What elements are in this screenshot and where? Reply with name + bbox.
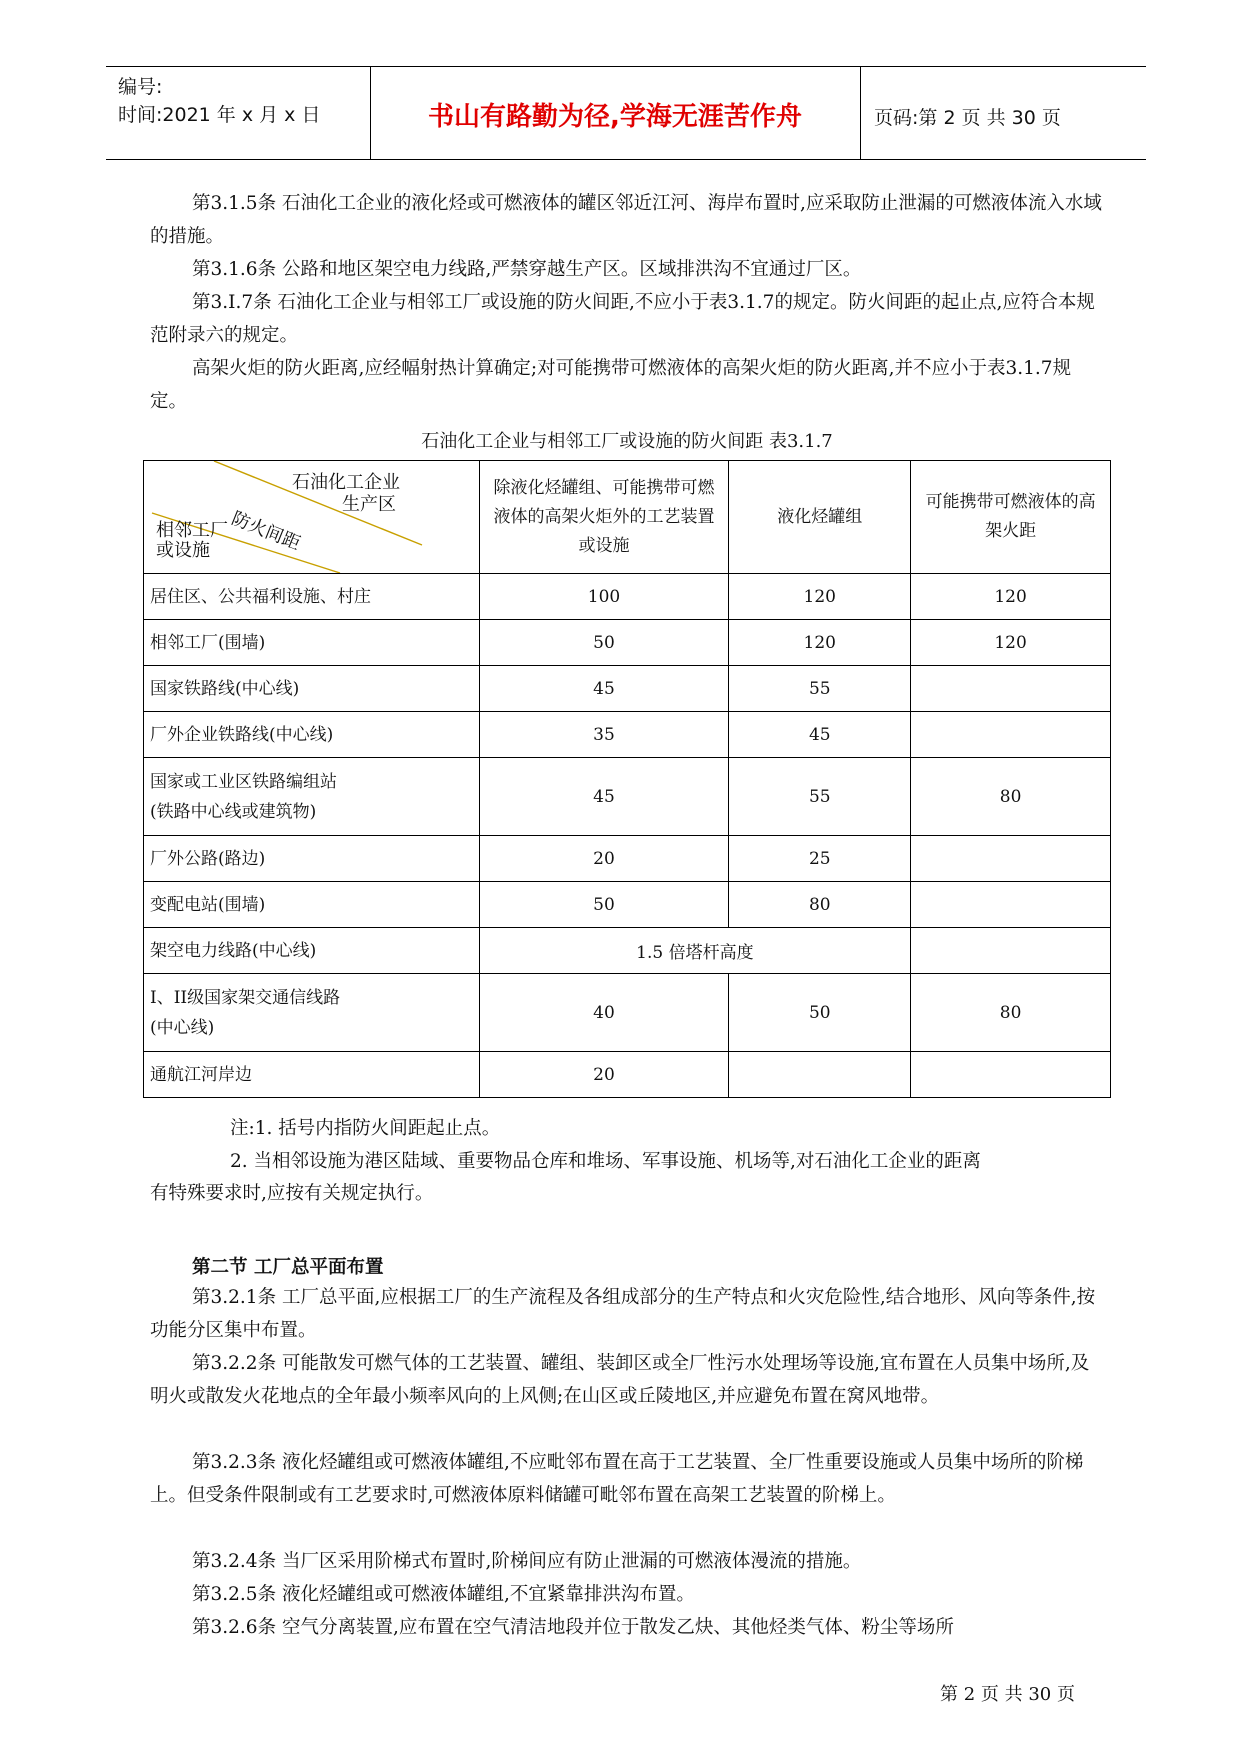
row-value: 25 xyxy=(729,836,911,882)
row-label: 厂外公路(路边) xyxy=(144,836,480,882)
table-col-lpg: 液化烃罐组 xyxy=(729,461,911,574)
row-value xyxy=(911,1052,1111,1098)
table-row xyxy=(144,712,1111,758)
paragraph-flare: 高架火炬的防火距离,应经幅射热计算确定;对可能携带可燃液体的高架火炬的防火距离,并不应小于表3.1.7规定。 xyxy=(150,358,1072,412)
table-header-row xyxy=(144,461,1111,574)
table-row xyxy=(144,882,1111,928)
paragraph-3-2-2: 第3.2.2条 可能散发可燃气体的工艺装置、罐组、装卸区或全厂性污水处理场等设施,宜布置在人员集中场所,及明火或散发火花地点的全年最小频率风向的上风侧;在山区或丘陵地区,并应避免布置在窝风地带。 xyxy=(150,1353,1090,1407)
table-col-process: 除液化烃罐组、可能携带可燃液体的高架火炬外的工艺装置或设施 xyxy=(479,461,729,574)
row-value: 20 xyxy=(479,1052,729,1098)
row-value xyxy=(911,712,1111,758)
row-value: 45 xyxy=(479,666,729,712)
row-value: 120 xyxy=(729,620,911,666)
row-value: 40 xyxy=(479,974,729,1052)
table-row xyxy=(144,836,1111,882)
row-value xyxy=(911,882,1111,928)
paragraph-3-1-7: 第3.I.7条 石油化工企业与相邻工厂或设施的防火间距,不应小于表3.1.7的规定。防火间距的起止点,应符合本规范附录六的规定。 xyxy=(150,292,1095,346)
row-value: 120 xyxy=(729,574,911,620)
row-value: 100 xyxy=(479,574,729,620)
row-label: 通航江河岸边 xyxy=(144,1052,480,1098)
row-value-merged: 1.5 倍塔杆高度 xyxy=(479,928,911,974)
row-value: 80 xyxy=(729,882,911,928)
page-footer: 第 2 页 共 30 页 xyxy=(940,1684,1075,1705)
row-value: 80 xyxy=(911,974,1111,1052)
paragraph-3-2-1: 第3.2.1条 工厂总平面,应根据工厂的生产流程及各组成部分的生产特点和火灾危险性,结合地形、风向等条件,按功能分区集中布置。 xyxy=(150,1287,1096,1341)
paragraph-3-2-6: 第3.2.6条 空气分离装置,应布置在空气清洁地段并位于散发乙炔、其他烃类气体、粉尘等场所 xyxy=(192,1617,954,1638)
paragraph-3-1-5: 第3.1.5条 石油化工企业的液化烃或可燃液体的罐区邻近江河、海岸布置时,应采取防止泄漏的可燃液体流入水域的措施。 xyxy=(150,193,1102,247)
header-id-label: 编号: xyxy=(118,76,163,98)
row-label: 厂外企业铁路线(中心线) xyxy=(144,712,480,758)
row-label-line2: (铁路中心线或建筑物) xyxy=(150,801,317,822)
fire-distance-table xyxy=(143,460,1111,1098)
row-label: 变配电站(围墙) xyxy=(144,882,480,928)
table-row xyxy=(144,758,1111,836)
row-value: 45 xyxy=(479,758,729,836)
header-page-label: 页码:第 2 页 共 30 页 xyxy=(874,107,1061,129)
table-row xyxy=(144,928,1111,974)
table-corner-cell xyxy=(144,461,480,574)
table-row xyxy=(144,574,1111,620)
row-value xyxy=(729,1052,911,1098)
row-value xyxy=(911,836,1111,882)
header-motto: 书山有路勤为径,学海无涯苦作舟 xyxy=(428,102,802,132)
corner-top-line1: 石油化工企业 xyxy=(292,472,400,493)
row-value: 50 xyxy=(729,974,911,1052)
row-value: 20 xyxy=(479,836,729,882)
row-value: 55 xyxy=(729,758,911,836)
row-value: 80 xyxy=(911,758,1111,836)
corner-middle: 防火间距 xyxy=(228,508,304,555)
table-row xyxy=(144,1052,1111,1098)
section-heading: 第二节 工厂总平面布置 xyxy=(192,1257,384,1278)
corner-top-line2: 生产区 xyxy=(342,494,396,515)
row-value xyxy=(911,666,1111,712)
header-bottom-rule xyxy=(106,159,1146,160)
header-time-label: 时间:2021 年 x 月 x 日 xyxy=(118,104,321,126)
row-value: 55 xyxy=(729,666,911,712)
note-1: 注:1. 括号内指防火间距起止点。 xyxy=(230,1118,501,1139)
table-row xyxy=(144,974,1111,1052)
table-row xyxy=(144,666,1111,712)
corner-bottom-line1: 相邻工厂 xyxy=(156,520,228,541)
row-label xyxy=(144,974,480,1052)
paragraph-3-1-6: 第3.1.6条 公路和地区架空电力线路,严禁穿越生产区。区域排洪沟不宜通过厂区。 xyxy=(192,259,862,280)
row-label: 相邻工厂(围墙) xyxy=(144,620,480,666)
row-label: 居住区、公共福利设施、村庄 xyxy=(144,574,480,620)
corner-bottom-line2: 或设施 xyxy=(156,540,210,561)
row-value: 45 xyxy=(729,712,911,758)
row-value xyxy=(911,928,1111,974)
row-label: 架空电力线路(中心线) xyxy=(144,928,480,974)
note-2-line2: 有特殊要求时,应按有关规定执行。 xyxy=(150,1183,434,1204)
table-caption: 石油化工企业与相邻工厂或设施的防火间距 表3.1.7 xyxy=(421,431,833,452)
header-divider-right xyxy=(860,66,861,159)
row-label-line2: (中心线) xyxy=(150,1017,215,1038)
header-top-rule xyxy=(106,66,1146,67)
row-value: 35 xyxy=(479,712,729,758)
row-label xyxy=(144,758,480,836)
row-label: 国家铁路线(中心线) xyxy=(144,666,480,712)
table-col-flare: 可能携带可燃液体的高架火距 xyxy=(911,461,1111,574)
row-value: 120 xyxy=(911,574,1111,620)
paragraph-3-2-4: 第3.2.4条 当厂区采用阶梯式布置时,阶梯间应有防止泄漏的可燃液体漫流的措施。 xyxy=(192,1551,862,1572)
paragraph-3-2-3: 第3.2.3条 液化烃罐组或可燃液体罐组,不应毗邻布置在高于工艺装置、全厂性重要设施或人员集中场所的阶梯上。但受条件限制或有工艺要求时,可燃液体原料储罐可毗邻布置在高架工艺装置的阶梯上。 xyxy=(150,1452,1084,1506)
row-value: 50 xyxy=(479,620,729,666)
paragraph-3-2-5: 第3.2.5条 液化烃罐组或可燃液体罐组,不宜紧靠排洪沟布置。 xyxy=(192,1584,695,1605)
row-label-line1: I、II级国家架交通信线路 xyxy=(150,987,341,1008)
row-value: 120 xyxy=(911,620,1111,666)
table-row xyxy=(144,620,1111,666)
note-2-line1: 2. 当相邻设施为港区陆域、重要物品仓库和堆场、军事设施、机场等,对石油化工企业的距离 xyxy=(230,1151,981,1172)
row-label-line1: 国家或工业区铁路编组站 xyxy=(150,771,337,792)
row-value: 50 xyxy=(479,882,729,928)
